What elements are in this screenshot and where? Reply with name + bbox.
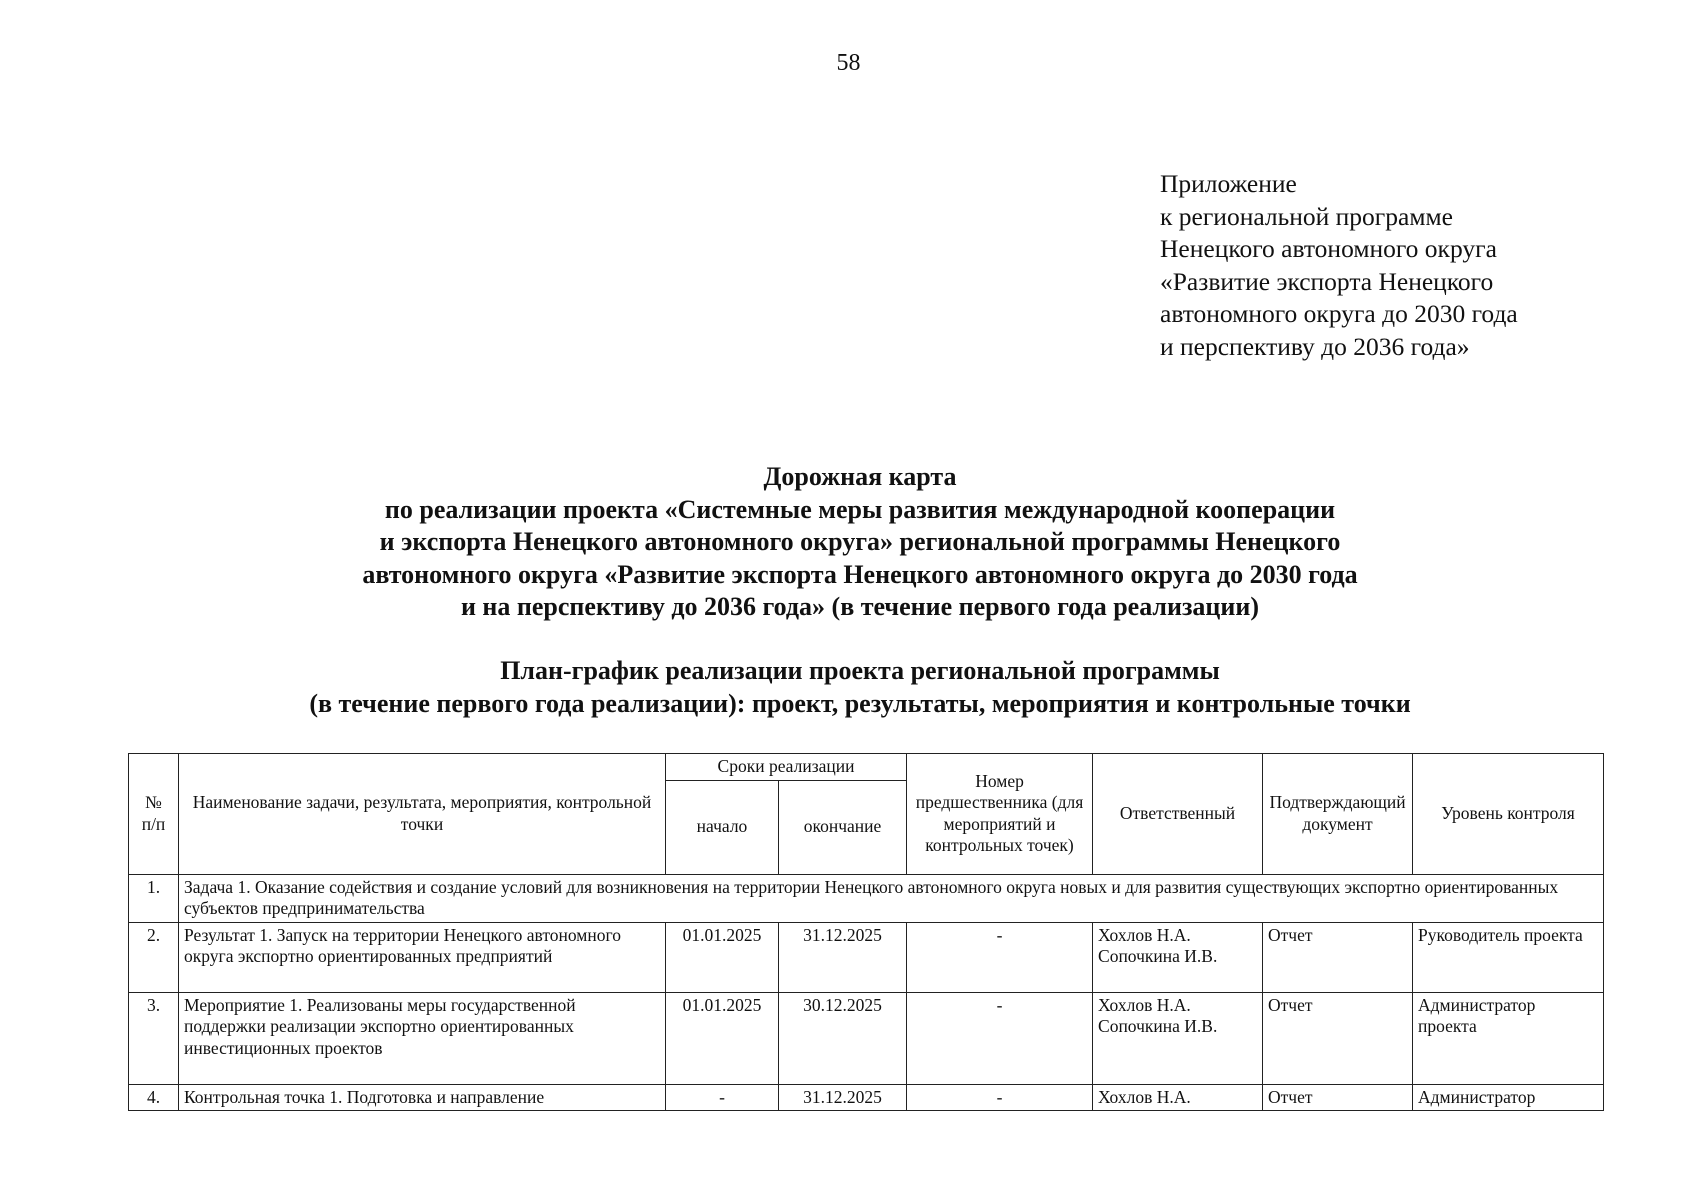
cell-name: Контрольная точка 1. Подготовка и направление [179,1084,666,1111]
title-line: автономного округа «Развитие экспорта Ненецкого автономного округа до 2030 года [362,559,1358,589]
cell-task: Задача 1. Оказание содействия и создание условий для возникновения на территории Ненецкого автономного округа новых и для развития существующих экспортно ориентированных субъектов предпринимательства [179,874,1604,922]
cell-responsible: Хохлов Н.А. [1093,1084,1263,1111]
appendix-line: Ненецкого автономного округа [1160,234,1497,263]
cell-predecessor: - [907,992,1093,1084]
appendix-line: автономного округа до 2030 года [1160,299,1518,328]
cell-control: Администратор проекта [1413,992,1604,1084]
header-period: Сроки реализации [666,754,907,781]
document-title [0,461,1697,624]
header-document: Подтверждающий документ [1263,754,1413,875]
title-line: и экспорта Ненецкого автономного округа» региональной программы Ненецкого [379,527,1341,556]
title-line: Дорожная карта [763,462,957,491]
cell-end: 31.12.2025 [779,922,907,992]
cell-responsible: Хохлов Н.А. Сопочкина И.В. [1093,922,1263,992]
schedule-table [128,753,1604,1111]
header-control: Уровень контроля [1413,754,1604,875]
header-start: начало [666,780,779,874]
appendix-line: к региональной программе [1160,201,1453,231]
cell-name: Результат 1. Запуск на территории Ненецкого автономного округа экспортно ориентированных предприятий [179,922,666,992]
cell-start: 01.01.2025 [666,992,779,1084]
cell-control: Администратор [1413,1084,1604,1111]
appendix-line: и перспективу до 2036 года» [1160,331,1470,361]
cell-predecessor: - [907,922,1093,992]
table-header-row [129,754,1604,781]
header-name: Наименование задачи, результата, мероприятия, контрольной точки [179,754,666,875]
cell-num: 1. [129,874,179,922]
appendix-line: Приложение [1160,169,1297,198]
cell-num: 3. [129,992,179,1084]
page-number: 58 [836,50,861,76]
cell-start: 01.01.2025 [666,922,779,992]
cell-end: 30.12.2025 [779,992,907,1084]
document-subtitle [0,655,1697,720]
cell-end: 31.12.2025 [779,1084,907,1111]
header-num: № п/п [129,754,179,875]
subtitle-line: (в течение первого года реализации): проект, результаты, мероприятия и контрольные точки [309,688,1411,718]
cell-name: Мероприятие 1. Реализованы меры государственной поддержки реализации экспортно ориентированных инвестиционных проектов [179,992,666,1084]
header-responsible: Ответственный [1093,754,1263,875]
cell-control: Руководитель проекта [1413,922,1604,992]
appendix-line: «Развитие экспорта Ненецкого [1160,266,1494,296]
title-line: и на перспективу до 2036 года» (в течение первого года реализации) [460,592,1260,621]
cell-predecessor: - [907,1084,1093,1111]
cell-document: Отчет [1263,922,1413,992]
cell-document: Отчет [1263,1084,1413,1111]
cell-responsible: Хохлов Н.А. Сопочкина И.В. [1093,992,1263,1084]
table-row [129,1084,1604,1111]
table-row [129,922,1604,992]
task-row [129,874,1604,922]
cell-num: 2. [129,922,179,992]
table-row [129,992,1604,1084]
cell-start: - [666,1084,779,1111]
appendix-block [1160,168,1518,363]
subtitle-line: План-график реализации проекта региональной программы [500,656,1220,685]
header-end: окончание [779,780,907,874]
cell-document: Отчет [1263,992,1413,1084]
title-line: по реализации проекта «Системные меры развития международной кооперации [384,494,1336,524]
header-predecessor: Номер предшественника (для мероприятий и контрольных точек) [907,754,1093,875]
cell-num: 4. [129,1084,179,1111]
